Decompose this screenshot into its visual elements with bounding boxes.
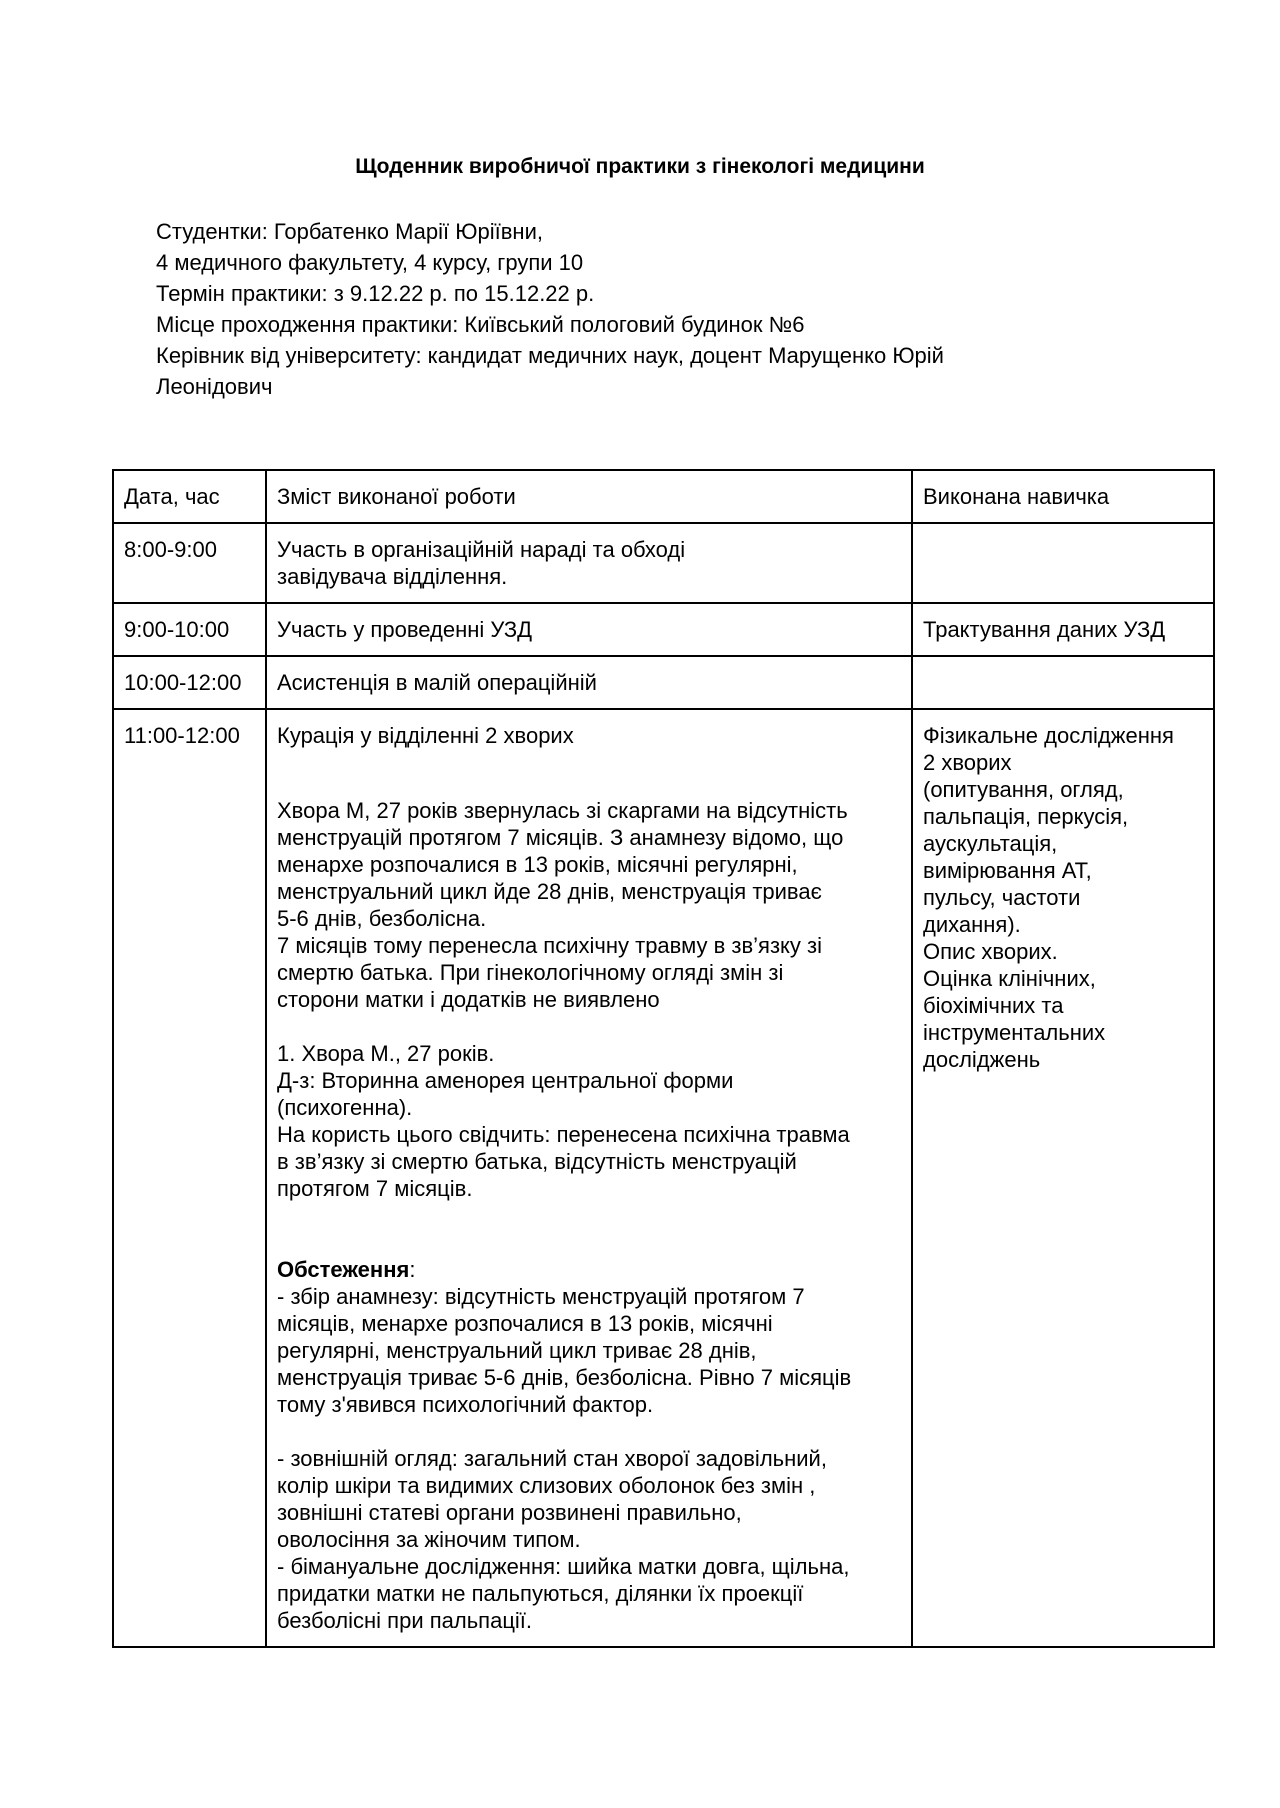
anamnesis-line: - збір анамнезу: відсутність менструацій протягом 7	[277, 1284, 805, 1309]
student-name-line: Студентки: Горбатенко Марії Юріївни,	[156, 219, 543, 244]
case-line: 5-6 днів, безболісна.	[277, 906, 487, 931]
row-time: 8:00-9:00	[113, 523, 266, 603]
skill-line: Оцінка клінічних,	[923, 966, 1096, 991]
external-line: безболісні при пальпації.	[277, 1608, 533, 1633]
diary-table	[112, 469, 1215, 1648]
row-time: 11:00-12:00	[113, 709, 266, 1647]
curation-title: Курація у відділенні 2 хворих	[277, 723, 574, 748]
header-time: Дата, час	[113, 470, 266, 523]
case-line: менструацій протягом 7 місяців. З анамнезу відомо, що	[277, 825, 844, 850]
supervisor-line: Керівник від університету: кандидат медичних наук, доцент Марущенко Юрій	[156, 343, 944, 368]
exam-heading-line	[277, 1256, 901, 1283]
practice-place-line: Місце проходження практики: Київський пологовий будинок №6	[156, 312, 805, 337]
practice-term-line: Термін практики: з 9.12.22 р. по 15.12.22 р.	[156, 281, 595, 306]
row-skill	[912, 709, 1214, 1647]
external-line: - бімануальне дослідження: шийка матки довга, щільна,	[277, 1554, 850, 1579]
table-row	[113, 603, 1214, 656]
external-line: колір шкіри та видимих слизових оболонок без змін ,	[277, 1473, 816, 1498]
case-line: менструальний цикл йде 28 днів, менструація триває	[277, 879, 822, 904]
diagnosis-line: На користь цього свідчить: перенесена психічна травма	[277, 1122, 850, 1147]
skill-line: інструментальних	[923, 1020, 1106, 1045]
diagnosis-line: Д-з: Вторинна аменорея центральної форми	[277, 1068, 734, 1093]
external-line: зовнішні статеві органи розвинені правильно,	[277, 1500, 742, 1525]
faculty-line: 4 медичного факультету, 4 курсу, групи 10	[156, 250, 584, 275]
skill-line: пульсу, частоти	[923, 885, 1081, 910]
work-line: завідувача відділення.	[277, 564, 508, 589]
row-time: 9:00-10:00	[113, 603, 266, 656]
row-skill	[912, 523, 1214, 603]
skill-line: (опитування, огляд,	[923, 777, 1124, 802]
external-line: - зовнішній огляд: загальний стан хворої задовільний,	[277, 1446, 827, 1471]
header-skill: Виконана навичка	[912, 470, 1214, 523]
anamnesis-line: тому з'явився психологічний фактор.	[277, 1392, 654, 1417]
exam-colon: :	[409, 1257, 416, 1282]
row-skill	[912, 656, 1214, 709]
anamnesis-line: регулярні, менструальний цикл триває 28 днів,	[277, 1338, 757, 1363]
external-line: придатки матки не пальпуються, ділянки їх проекції	[277, 1581, 804, 1606]
skill-line: досліджень	[923, 1047, 1041, 1072]
anamnesis-line: менструація триває 5-6 днів, безболісна. Рівно 7 місяців	[277, 1365, 852, 1390]
table-row	[113, 656, 1214, 709]
supervisor-line-cont: Леонідович	[156, 374, 273, 399]
exam-heading: Обстеження	[277, 1257, 410, 1282]
work-line: Участь в організаційній нараді та обході	[277, 537, 686, 562]
anamnesis-line: місяців, менархе розпочалися в 13 років, місячні	[277, 1311, 773, 1336]
anamnesis-block	[277, 1283, 901, 1418]
case-line: смертю батька. При гінекологічному огляді змін зі	[277, 960, 784, 985]
case-line: менархе розпочалися в 13 років, місячні регулярні,	[277, 852, 798, 877]
diagnosis-line: в зв’язку зі смертю батька, відсутність менструацій	[277, 1149, 797, 1174]
diagnosis-line: 1. Хвора М., 27 років.	[277, 1041, 495, 1066]
table-row	[113, 523, 1214, 603]
case-line: Хвора М, 27 років звернулась зі скаргами на відсутність	[277, 798, 848, 823]
skill-line: пальпація, перкусія,	[923, 804, 1129, 829]
skill-line: Фізикальне дослідження	[923, 723, 1174, 748]
row-work: Участь у проведенні УЗД	[266, 603, 912, 656]
table-header-row	[113, 470, 1214, 523]
header-work: Зміст виконаної роботи	[266, 470, 912, 523]
external-exam-block	[277, 1445, 901, 1634]
row-work	[266, 709, 912, 1647]
table-row	[113, 709, 1214, 1647]
diagnosis-block	[277, 1040, 901, 1202]
skill-line: вимірювання АТ,	[923, 858, 1092, 883]
skill-line: біохімічних та	[923, 993, 1064, 1018]
skill-line: аускультація,	[923, 831, 1058, 856]
skill-line: 2 хворих	[923, 750, 1012, 775]
case-line: 7 місяців тому перенесла психічну травму в зв’язку зі	[277, 933, 823, 958]
skill-line: дихання).	[923, 912, 1021, 937]
diagnosis-line: протягом 7 місяців.	[277, 1176, 473, 1201]
case-line: сторони матки і додатків не виявлено	[277, 987, 660, 1012]
diagnosis-line: (психогенна).	[277, 1095, 413, 1120]
row-skill: Трактування даних УЗД	[912, 603, 1214, 656]
case-description	[277, 797, 901, 1013]
row-work: Асистенція в малій операційній	[266, 656, 912, 709]
external-line: оволосіння за жіночим типом.	[277, 1527, 581, 1552]
student-info	[156, 216, 1056, 402]
skill-line: Опис хворих.	[923, 939, 1058, 964]
document-title: Щоденник виробничої практики з гінекологі медицини	[355, 155, 925, 178]
row-work	[266, 523, 912, 603]
row-time: 10:00-12:00	[113, 656, 266, 709]
